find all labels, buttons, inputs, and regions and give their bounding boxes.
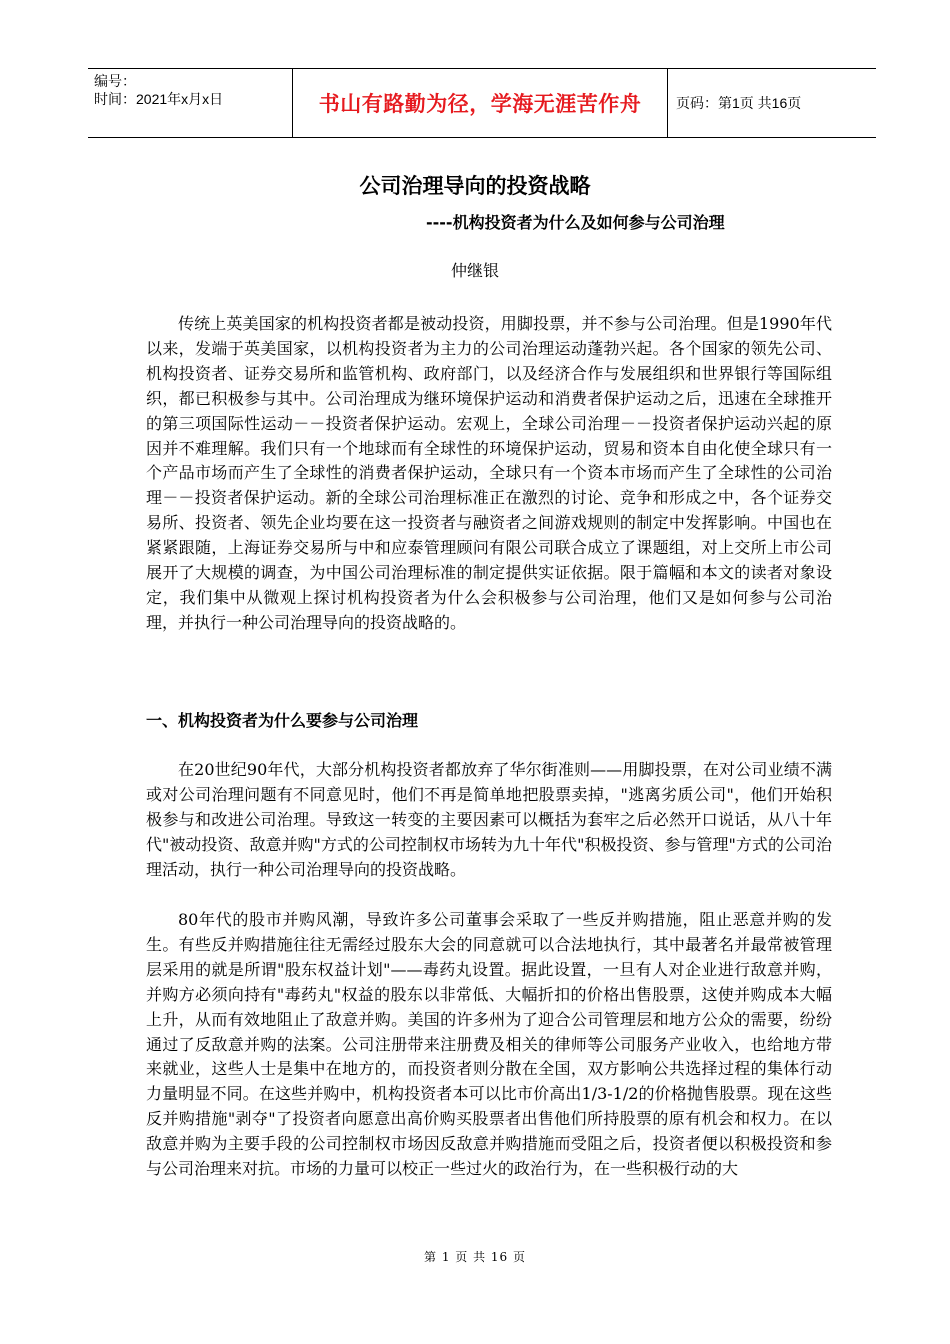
paragraph-section1-a: 在20世纪90年代，大部分机构投资者都放弃了华尔街准则——用脚投票，在对公司业绩不满或对公司治理问题有不同意见时，他们不再是简单地把股票卖掉，"逃离劣质公司"，他们开始积极参与和改进公司治理。导致这一转变的主要因素可以概括为套牢之后必然开口说话，从八十年代"被动投资、敌意并购"方式的公司控制权市场转为九十年代"积极投资、参与管理"方式的公司治理活动，执行一种公司治理导向的投资战略。 <box>146 760 832 879</box>
paragraph-section1-b: 80年代的股市并购风潮，导致许多公司董事会采取了一些反并购措施，阻止恶意并购的发生。有些反并购措施往往无需经过股东大会的同意就可以合法地执行，其中最著名并最常被管理层采用的就是所谓"股东权益计划"——毒药丸设置。据此设置，一旦有人对企业进行敌意并购，并购方必须向持有"毒药丸"权益的股东以非常低、大幅折扣的价格出售股票，这使并购成本大幅上升，从而有效地阻止了敌意并购。美国的许多州为了迎合公司管理层和地方公众的需要，纷纷通过了反敌意并购的法案。公司注册带来注册费及相关的律师等公司服务产业收入，也给地方带来就业，这些人士是集中在地方的，而投资者则分散在全国，双方影响公共选择过程的集体行动力量明显不同。在这些并购中，机构投资者本可以比市价高出1/3-1/2的价格抛售股票。现在这些反并购措施"剥夺"了投资者向愿意出高价购买股票者出售他们所持股票的原有机会和权力。在以敌意并购为主要手段的公司控制权市场因反敌意并购措施而受阻之后，投资者便以积极投资和参与公司治理来对抗。市场的力量可以校正一些过火的政治行为，在一些积极行动的大 <box>146 910 832 1179</box>
header-page-cell <box>668 69 876 137</box>
header-table <box>88 68 876 138</box>
page-footer: 第 1 页 共 16 页 <box>424 1250 526 1264</box>
time-label: 时间：2021年x月x日 <box>94 91 224 107</box>
section-heading: 一、机构投资者为什么要参与公司治理 <box>146 711 419 730</box>
author-name: 仲继银 <box>450 261 499 280</box>
document-title: 公司治理导向的投资战略 <box>359 174 591 198</box>
header-motto-cell <box>292 69 668 137</box>
document-subtitle: ----机构投资者为什么及如何参与公司治理 <box>426 213 725 232</box>
number-label: 编号： <box>94 73 136 89</box>
page-info: 页码：第1页 共16页 <box>676 95 802 111</box>
header-left-cell <box>88 69 292 137</box>
paragraph-intro: 传统上英美国家的机构投资者都是被动投资，用脚投票，并不参与公司治理。但是1990年代以来，发端于英美国家，以机构投资者为主力的公司治理运动蓬勃兴起。各个国家的领先公司、机构投资者、证券交易所和监管机构、政府部门，以及经济合作与发展组织和世界银行等国际组织，都已积极参与其中。公司治理成为继环境保护运动和消费者保护运动之后，迅速在全球推开的第三项国际性运动－－投资者保护运动。宏观上，全球公司治理－－投资者保护运动兴起的原因并不难理解。我们只有一个地球而有全球性的环境保护运动，贸易和资本自由化使全球只有一个产品市场而产生了全球性的消费者保护运动，全球只有一个资本市场而产生了全球性的公司治理－－投资者保护运动。新的全球公司治理标准正在激烈的讨论、竞争和形成之中，各个证券交易所、投资者、领先企业均要在这一投资者与融资者之间游戏规则的制定中发挥影响。中国也在紧紧跟随，上海证券交易所与中和应泰管理顾问有限公司联合成立了课题组，对上交所上市公司展开了大规模的调查，为中国公司治理标准的制定提供实证依据。限于篇幅和本文的读者对象设定，我们集中从微观上探讨机构投资者为什么会积极参与公司治理，他们又是如何参与公司治理，并执行一种公司治理导向的投资战略的。 <box>146 314 832 632</box>
motto-text: 书山有路勤为径，学海无涯苦作舟 <box>318 92 642 116</box>
